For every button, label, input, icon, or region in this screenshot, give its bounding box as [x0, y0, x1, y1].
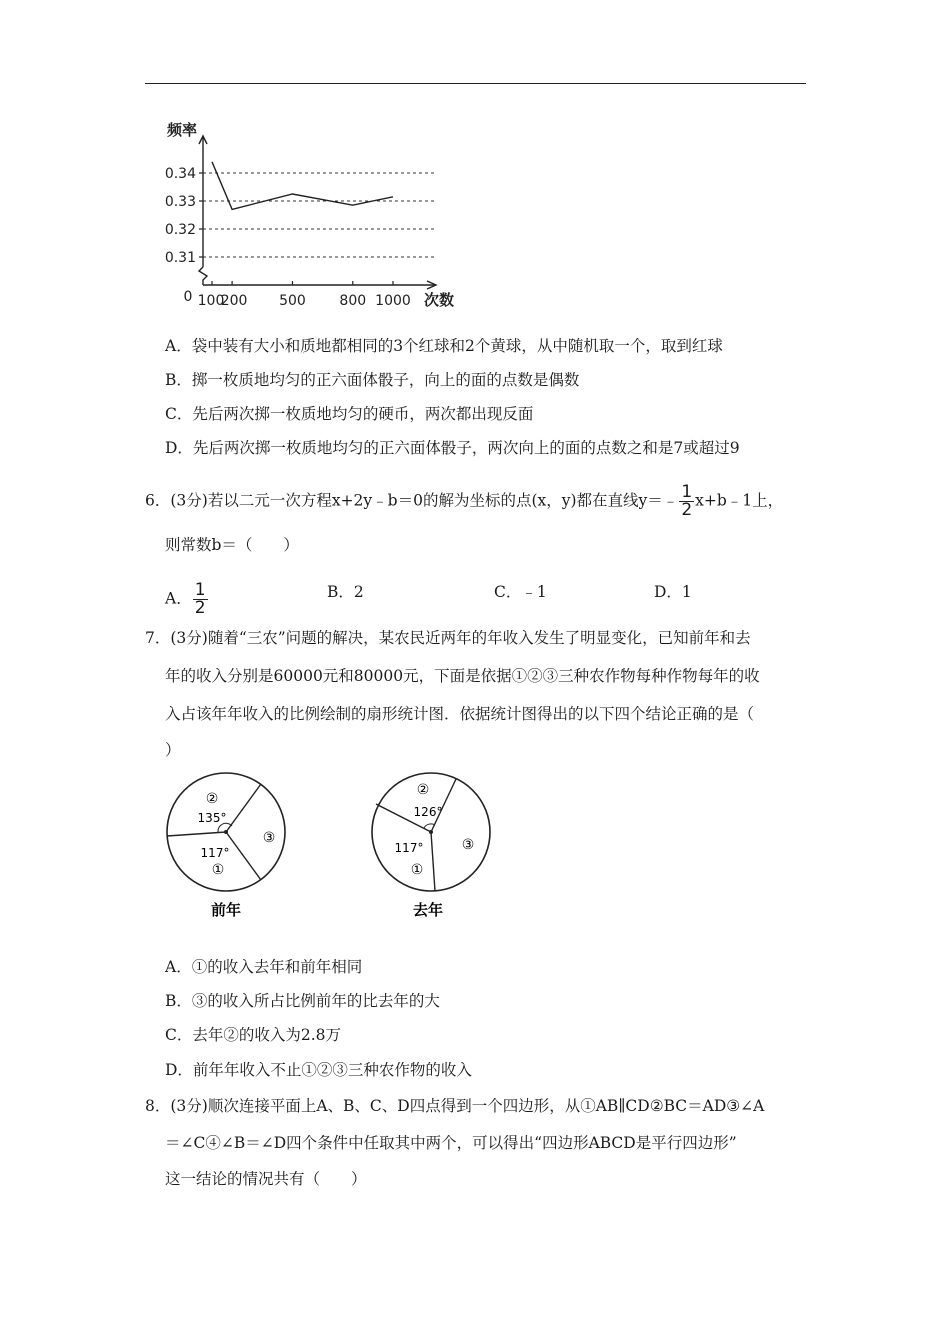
pie2-label-2: ② [416, 782, 430, 798]
q5-option-d: D．先后两次掷一枚质地均匀的正六面体骰子，两次向上的面的点数之和是7或超过9 [165, 439, 740, 457]
q7-line-1: 7．(3分)随着“三农”问题的解决，某农民近两年的年收入发生了明显变化，已知前年和去 [145, 629, 751, 647]
pie1-radius-c [226, 832, 261, 880]
pie2-caption: 去年 [412, 901, 444, 919]
q5-option-c: C．先后两次掷一枚质地均匀的硬币，两次都出现反面 [165, 405, 534, 423]
q6-frac-den: 2 [681, 500, 693, 520]
q7-line-4: ） [165, 741, 181, 759]
q6-stem [145, 484, 783, 519]
origin-label: 0 [183, 289, 193, 305]
y-axis-break [199, 267, 207, 285]
q6-fraction [679, 484, 694, 519]
q8-line-1: 8．(3分)顺次连接平面上A、B、C、D四点得到一个四边形，从①AB∥CD②BC＝AD③∠A [145, 1097, 765, 1115]
pie2-label-3: ③ [461, 837, 475, 853]
q7-line-3: 入占该年年收入的比例绘制的扇形统计图．依据统计图得出的以下四个结论正确的是（ [165, 705, 755, 723]
x-tick-label-4: 1000 [375, 293, 411, 309]
x-tick-label-0: 100 [197, 293, 225, 309]
pie2-label-1: ① [410, 862, 424, 878]
pie-chart-previous-year [160, 770, 300, 925]
y-tick-label-3: 0.31 [164, 250, 196, 266]
x-axis-label: 次数 [424, 291, 455, 309]
pie2-angle-1: 117° [394, 841, 424, 855]
q6-option-a-fraction [193, 582, 208, 617]
q6-text-a: 6．(3分)若以二元一次方程x+2y﹣b＝0的解为坐标的点(x，y)都在直线y＝﹣ [145, 491, 679, 510]
q5-option-b: B．掷一枚质地均匀的正六面体骰子，向上的面的点数是偶数 [165, 371, 580, 389]
q6-option-c: C．﹣1 [494, 583, 547, 601]
x-tick-label-2: 500 [279, 293, 306, 309]
y-tick-label-2: 0.32 [164, 222, 196, 238]
q6-option-a [165, 582, 209, 617]
q7-option-b: B．③的收入所占比例前年的比去年的大 [165, 992, 440, 1010]
q7-option-d: D．前年年收入不止①②③三种农作物的收入 [165, 1061, 472, 1079]
y-tick-label-1: 0.33 [164, 194, 196, 210]
pie1-angle-2: 135° [197, 811, 227, 825]
frequency-line-chart [150, 115, 470, 315]
q7-option-a: A．①的收入去年和前年相同 [165, 958, 363, 976]
pie1-angle-1: 117° [200, 846, 230, 860]
header-rule [145, 83, 806, 84]
pie1-label-3: ③ [262, 830, 276, 846]
pie-chart-last-year [365, 770, 505, 925]
x-tick-label-1: 200 [220, 293, 248, 309]
q6-opt-a-num: 1 [194, 580, 206, 600]
pie2-angle-2: 126° [413, 805, 443, 819]
series-line [212, 162, 393, 210]
q6-opt-a-den: 2 [194, 598, 206, 618]
pie1-label-2: ② [205, 791, 219, 807]
pie2-radius-c [431, 832, 435, 891]
x-tick-label-3: 800 [339, 293, 367, 309]
pie1-label-1: ① [211, 862, 225, 878]
pie1-caption: 前年 [210, 901, 242, 919]
q6-line2: 则常数b＝（ ） [165, 536, 299, 554]
q8-line-2: ＝∠C④∠B＝∠D四个条件中任取其中两个，可以得出“四边形ABCD是平行四边形” [165, 1134, 737, 1152]
q7-line-2: 年的收入分别是60000元和80000元，下面是依据①②③三种农作物每种作物每年的收 [165, 667, 760, 685]
q6-option-a-label: A． [165, 589, 192, 608]
pie2-center [429, 830, 433, 834]
q8-line-3: 这一结论的情况共有（ ） [165, 1170, 367, 1188]
q6-text-b: x+b﹣1上， [695, 491, 784, 510]
q7-option-c: C．去年②的收入为2.8万 [165, 1026, 342, 1044]
pie1-radius-a [167, 832, 226, 836]
q6-frac-num: 1 [681, 482, 693, 502]
y-axis-label: 频率 [167, 121, 198, 139]
y-tick-label-0: 0.34 [164, 166, 196, 182]
q6-option-b: B．2 [327, 583, 364, 601]
q5-option-a: A．袋中装有大小和质地都相同的3个红球和2个黄球，从中随机取一个，取到红球 [165, 337, 723, 355]
pie1-center [224, 830, 228, 834]
q6-option-d: D．1 [654, 583, 692, 601]
